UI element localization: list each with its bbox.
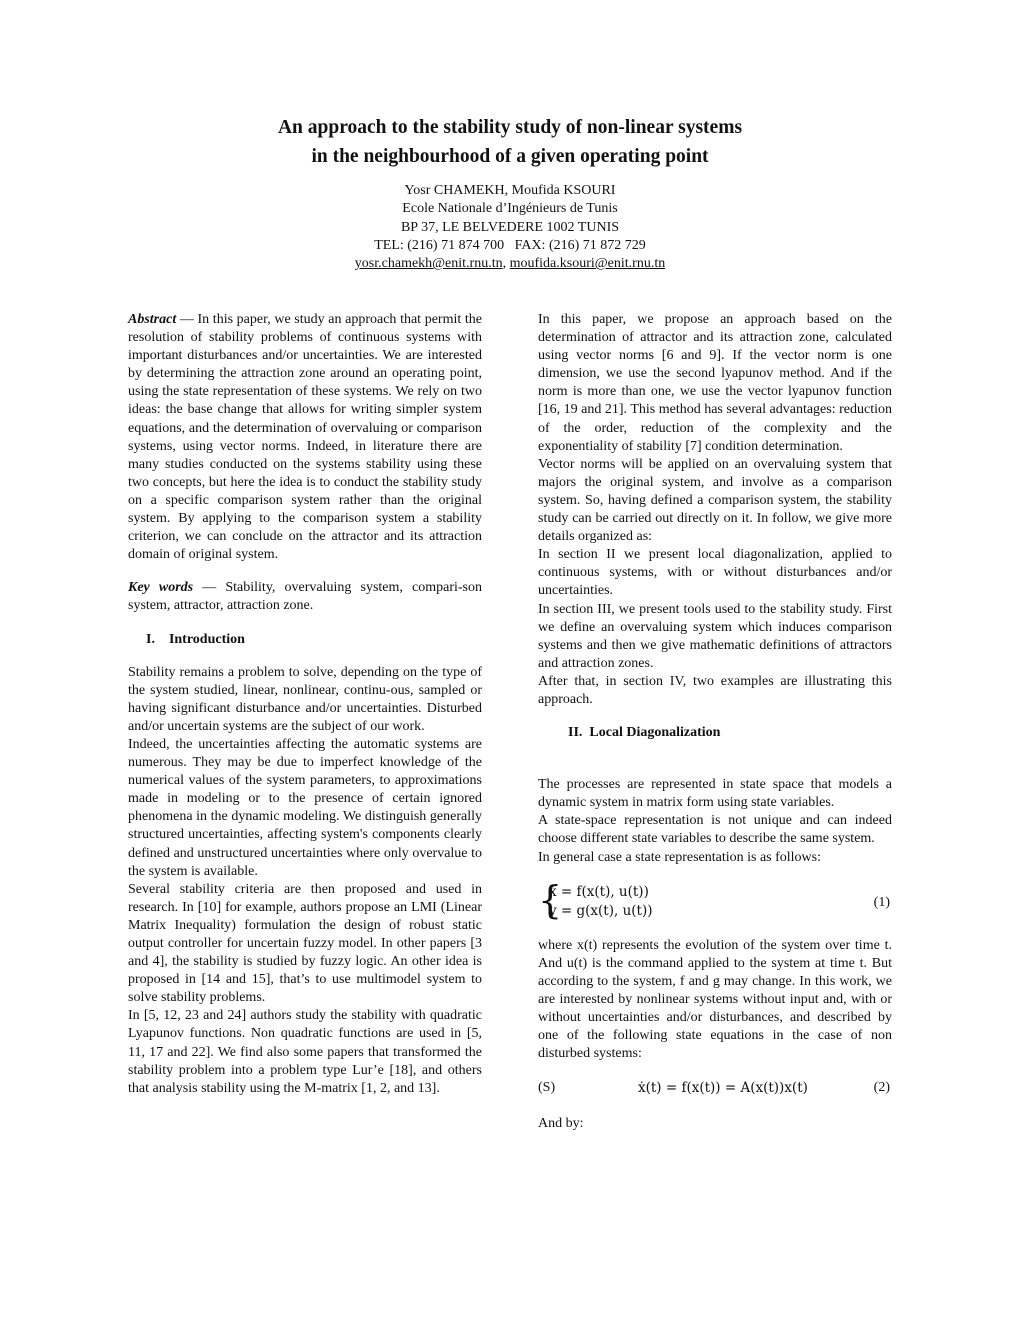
right-column: [538, 311, 892, 1133]
author-names: Yosr CHAMEKH, Moufida KSOURI: [404, 183, 616, 198]
intro-paragraph: Indeed, the uncertainties affecting the automatic systems are numerous. They may be due to imperfect knowledge of the numerical values of the system parameters, to approximations made in modeling or to the presence of certain ignored phenomena in the dynamic modeling. We distinguish generally structured uncertainties, affecting system's components clearly defined and unstructured uncertainties where only overvalue to the system is available.: [128, 736, 482, 879]
equation-1-line-2: y = g(x(t), u(t)): [549, 902, 653, 919]
keywords-text: — Stability, overvaluing system, compari-son system, attractor, attraction zone.: [128, 580, 483, 614]
left-column: [128, 311, 482, 1098]
intro-paragraph: Vector norms will be applied on an overvaluing system that majors the original system, and involve as a comparison system. So, having defined a comparison system, the stability study can be carried out directly on it. In follow, we give more details organized as:: [538, 456, 892, 545]
section-heading-introduction: I. Introduction: [146, 631, 245, 647]
system-label: (S): [538, 1080, 556, 1096]
author-fax: FAX: (216) 71 872 729: [514, 237, 646, 253]
keywords-label: Key words: [128, 580, 194, 596]
email-separator: ,: [502, 256, 507, 272]
intro-paragraph: In [5, 12, 23 and 24] authors study the stability with quadratic Lyapunov functions. Non quadratic functions are used in [5, 11, 17 and 22]. We find also some papers that transformed the stability problem into a problem type Lur’e [18], and others that analysis stability using the M-matrix [1, 2, and 13].: [128, 1008, 482, 1096]
author-institution: Ecole Nationale d’Ingénieurs de Tunis: [402, 201, 618, 217]
author-tel: TEL: (216) 71 874 700: [374, 237, 505, 253]
intro-paragraph: In section II we present local diagonalization, applied to continuous systems, with or without disturbances and/or uncertainties.: [538, 547, 892, 599]
section2-paragraph: A state-space representation is not unique and can indeed choose different state variables to describe the same system.: [538, 813, 892, 847]
section2-paragraph: And by:: [538, 1116, 584, 1132]
title-line-2: in the neighbourhood of a given operating point: [311, 146, 709, 167]
equation-number: (1): [873, 894, 890, 910]
equation-1: [538, 877, 892, 923]
abstract-text: — In this paper, we study an approach that permit the resolution of stability problems of continuous systems with important disturbances and/or uncertainties. We are interested by determining the attraction zone around an operating point, using the state representation of these systems. We rely on two ideas: the base change that allows for writing simpler system equations, and the determination of overvaluing or comparison systems, using vector norms. Indeed, in literature there are many studies conducted on the systems stability using these two concepts, but here the idea is to conduct the stability study on a specific comparison system rather than the original system. By applying to the comparison system a stability criterion, we can conclude on the attractor and its attraction domain of original system.: [128, 312, 482, 563]
section2-paragraph: The processes are represented in state space that models a dynamic system in matrix form using state variables.: [538, 777, 892, 811]
author-emails: [0, 255, 1020, 273]
email-link-2[interactable]: moufida.ksouri@enit.rnu.tn: [509, 256, 666, 272]
curly-brace: {: [538, 877, 563, 922]
author-contact: [0, 237, 1020, 255]
intro-paragraph: After that, in section IV, two examples are illustrating this approach.: [538, 673, 892, 707]
intro-paragraph: In section III, we present tools used to the stability study. First we define an overvaluing system which induces comparison systems and then we give mathematic definitions of attractors and attraction zones.: [538, 601, 892, 671]
section-heading-local-diagonalization: II. Local Diagonalization: [568, 725, 721, 741]
paper-title: [0, 113, 1020, 171]
abstract-label: Abstract: [128, 312, 177, 327]
intro-paragraph: Several stability criteria are then proposed and used in research. In [10] for example, authors propose an LMI (Linear Matrix Inequality) formulation the design of robust static output controller for uncertain fuzzy model. In other papers [3 and 4], the stability is studied by fuzzy logic. An other idea is proposed in [14 and 15], that’s to use multimodel system to solve stability problems.: [128, 881, 482, 1006]
author-block: [0, 182, 1020, 273]
section2-paragraph: In general case a state representation is as follows:: [538, 849, 822, 865]
equation-number: (2): [873, 1080, 890, 1096]
keywords-paragraph: [128, 579, 482, 615]
abstract-paragraph: [128, 311, 482, 564]
section2-paragraph: where x(t) represents the evolution of the system over time t. And u(t) is the command applied to the system at time t. But according to the system, f and g may change. In this work, we are interested by nonlinear systems without input and, with or without uncertainties and/or disturbances, and described by one of the following state equations in the case of non disturbed systems:: [538, 937, 892, 1062]
author-address: BP 37, LE BELVEDERE 1002 TUNIS: [400, 219, 620, 235]
equation-2: [538, 1079, 892, 1099]
email-link-1[interactable]: yosr.chamekh@enit.rnu.tn: [354, 256, 503, 272]
equation-2-formula: ẋ(t) = f(x(t)) = A(x(t))x(t): [638, 1080, 808, 1097]
intro-paragraph: Stability remains a problem to solve, depending on the type of the system studied, linear, nonlinear, continu-ous, sampled or having significant disturbance and/or uncertainties. Disturbed and/or uncertain systems are the subject of our work.: [128, 664, 482, 734]
intro-paragraph: In this paper, we propose an approach based on the determination of attractor and its attraction zone, calculated using vector norms [6 and 9]. If the vector norm is one dimension, we use the second lyapunov method. And if the norm is more than one, we use the vector lyapunov function [16, 19 and 21]. This method has several advantages: reduction of the order, reduction of the complexity and the exponentiality of stability [7] condition determination.: [538, 312, 892, 454]
equation-1-line-1: ẋ = f(x(t), u(t)): [549, 883, 649, 900]
title-line-1: An approach to the stability study of non-linear systems: [277, 117, 743, 138]
